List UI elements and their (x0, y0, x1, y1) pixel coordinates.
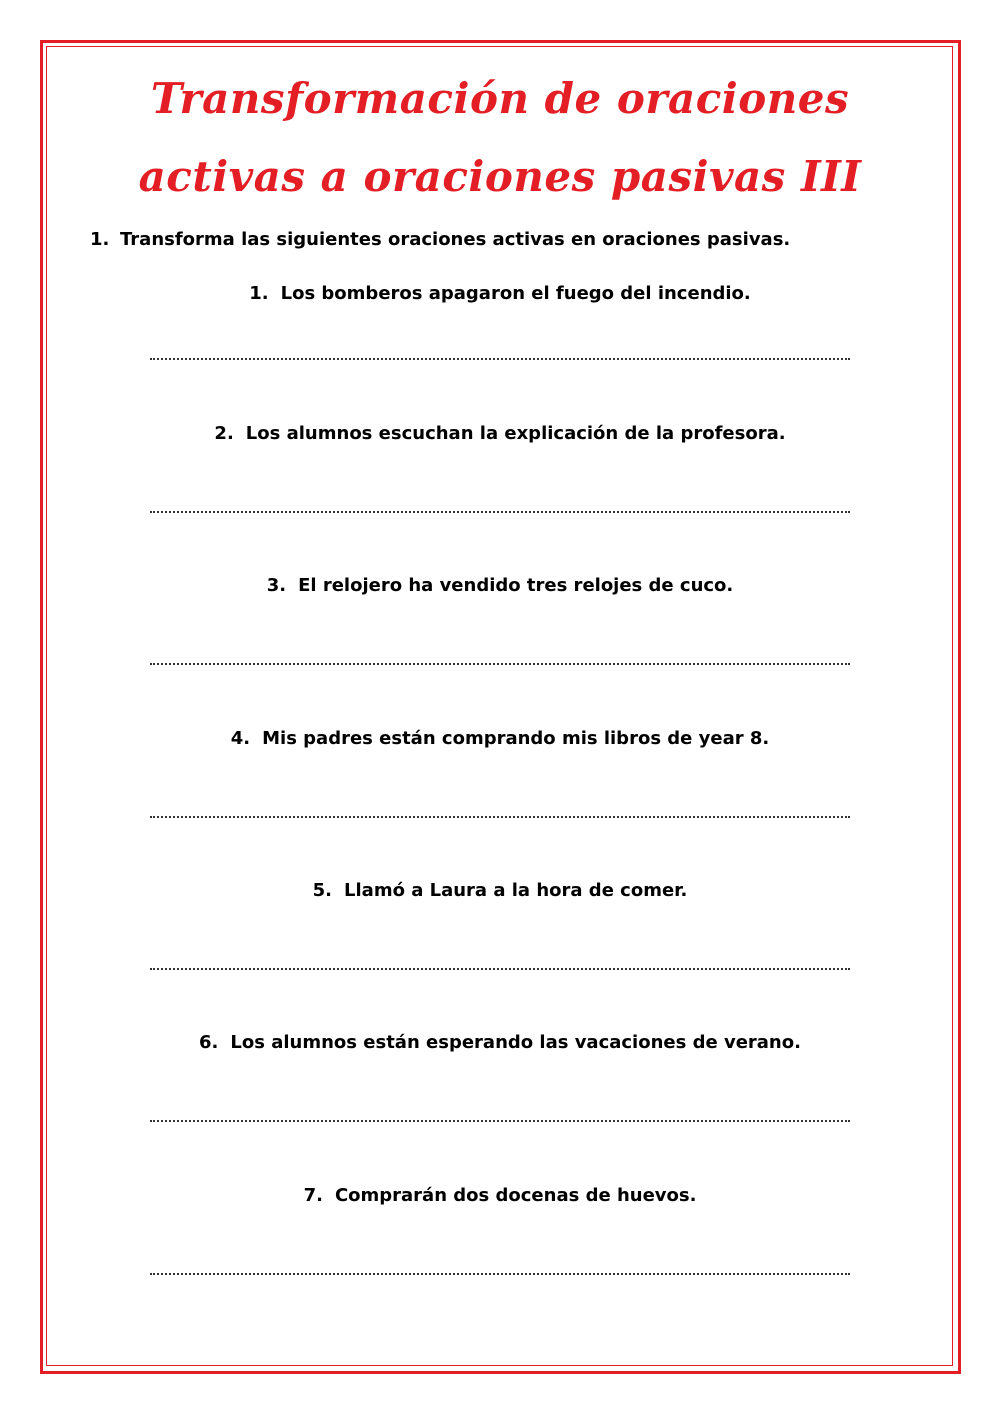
item-number: 6. (199, 1032, 219, 1053)
item-sentence: Llamó a Laura a la hora de comer. (344, 880, 688, 901)
exercise-item-2 (0, 423, 1000, 444)
answer-line-7[interactable] (150, 1273, 850, 1275)
item-sentence: Los alumnos escuchan la explicación de la profesora. (245, 423, 786, 444)
item-number: 2. (214, 423, 234, 444)
answer-line-4[interactable] (150, 816, 850, 818)
answer-line-3[interactable] (150, 663, 850, 665)
exercise-item-6 (0, 1032, 1000, 1053)
item-number: 7. (303, 1185, 323, 1206)
instruction-text: Transforma las siguientes oraciones activas en oraciones pasivas. (120, 229, 791, 250)
exercise-item-3 (0, 575, 1000, 596)
exercise-item-7 (0, 1185, 1000, 1206)
instruction (90, 229, 790, 250)
item-number: 3. (266, 575, 287, 596)
answer-line-1[interactable] (150, 358, 850, 360)
page-title: Transformación de oraciones activas a oraciones pasivas III (138, 74, 862, 201)
answer-line-6[interactable] (150, 1120, 850, 1122)
exercise-item-4 (0, 728, 1000, 749)
item-sentence: Los bomberos apagaron el fuego del incendio. (280, 283, 751, 304)
item-sentence: Comprarán dos docenas de huevos. (334, 1185, 697, 1206)
exercise-item-5 (0, 880, 1000, 901)
item-number: 1. (249, 283, 269, 304)
item-sentence: Mis padres están comprando mis libros de year 8. (262, 728, 770, 749)
answer-line-2[interactable] (150, 511, 850, 513)
item-sentence: Los alumnos están esperando las vacaciones de verano. (230, 1032, 801, 1053)
answer-line-5[interactable] (150, 968, 850, 970)
item-sentence: El relojero ha vendido tres relojes de cuco. (298, 575, 734, 596)
item-number: 5. (312, 880, 333, 901)
exercise-item-1 (0, 283, 1000, 304)
instruction-number: 1. (90, 229, 110, 250)
item-number: 4. (230, 728, 251, 749)
